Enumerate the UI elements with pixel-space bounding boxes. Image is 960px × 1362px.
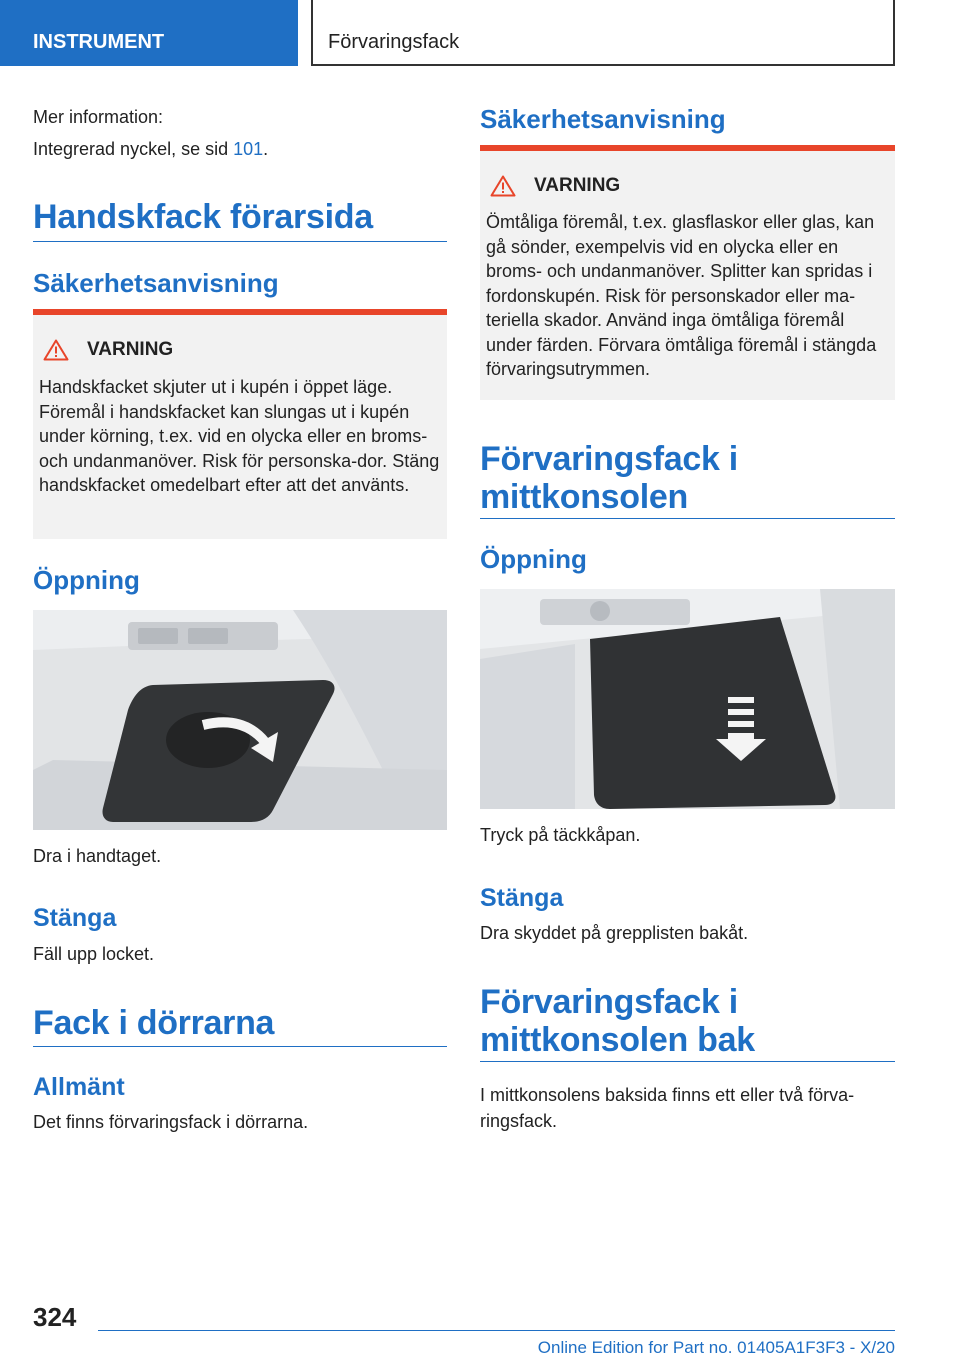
- heading-glovebox: Handskfack förarsida: [33, 198, 373, 236]
- safety-heading: Säkerhetsanvisning: [33, 268, 279, 298]
- close-heading: Stänga: [33, 904, 117, 932]
- warning-text: Ömtåliga föremål, t.ex. glasflaskor eller glas, kan gå sönder, exempelvis vid en olycka eller en broms- och undanmanöver. Splitter kan spridas i fordonskupén. Risk för personskador eller ma-teriella skador. Använd inga ömtåliga föremål under färden. Förvara ömtåliga föremål i stängda förvaringsutrymmen.: [486, 212, 877, 379]
- safety-heading: Säkerhetsanvisning: [480, 104, 726, 134]
- more-info-text: Integrerad nyckel, se sid: [33, 139, 234, 159]
- more-info-label: Mer information:: [33, 107, 164, 127]
- warning-box: [33, 309, 447, 539]
- more-info-end: .: [263, 139, 269, 159]
- heading-rear-console: [480, 983, 895, 1059]
- heading-console-line2: mittkonsolen: [480, 478, 688, 516]
- section-tab: INSTRUMENT: [0, 0, 298, 66]
- opening-heading: Öppning: [480, 544, 587, 574]
- heading-rule: [33, 241, 447, 242]
- warning-triangle-icon: [43, 339, 69, 361]
- warning-header: [490, 175, 620, 197]
- opening-heading: Öppning: [33, 565, 140, 595]
- console-photo: [480, 589, 895, 809]
- heading-rule: [480, 518, 895, 519]
- close-text: Dra skyddet på grepplisten bakåt.: [480, 923, 749, 943]
- warning-header: [43, 339, 173, 361]
- heading-rear-console-line2: mittkonsolen bak: [480, 1021, 755, 1059]
- more-info-line: [33, 136, 447, 162]
- edition-text: Online Edition for Part no. 01405A1F3F3 - X/20: [537, 1338, 895, 1357]
- warning-box: [480, 145, 895, 400]
- glovebox-photo: [33, 610, 447, 830]
- heading-doors: Fack i dörrarna: [33, 1004, 275, 1042]
- general-text: Det finns förvaringsfack i dörrarna.: [33, 1112, 309, 1132]
- general-heading: Allmänt: [33, 1073, 125, 1101]
- rear-text: I mittkonsolens baksida finns ett eller två förva-ringsfack.: [480, 1085, 855, 1131]
- close-text: Fäll upp locket.: [33, 944, 155, 964]
- heading-rule: [33, 1046, 447, 1047]
- page-number: 324: [33, 1302, 77, 1332]
- chapter-title: Förvaringsfack: [311, 0, 895, 66]
- opening-caption: Dra i handtaget.: [33, 846, 162, 866]
- warning-text: Handskfacket skjuter ut i kupén i öppet läge. Föremål i handskfacket kan slungas ut i kupén under körning, t.ex. vid en olycka eller en broms- och undanmanöver. Risk för personska-dor. Stäng handskfacket omedelbart efter att det använts.: [39, 377, 440, 495]
- heading-console: [480, 440, 895, 516]
- heading-console-line1: Förvaringsfack i: [480, 440, 738, 478]
- page-link[interactable]: 101: [233, 139, 264, 159]
- footer-rule: [98, 1330, 895, 1331]
- heading-rear-console-line1: Förvaringsfack i: [480, 983, 738, 1021]
- warning-title: VARNING: [534, 175, 621, 196]
- close-heading: Stänga: [480, 884, 564, 912]
- heading-rule: [480, 1061, 895, 1062]
- warning-triangle-icon: [490, 175, 516, 197]
- opening-caption: Tryck på täckkåpan.: [480, 825, 641, 845]
- warning-title: VARNING: [87, 339, 174, 360]
